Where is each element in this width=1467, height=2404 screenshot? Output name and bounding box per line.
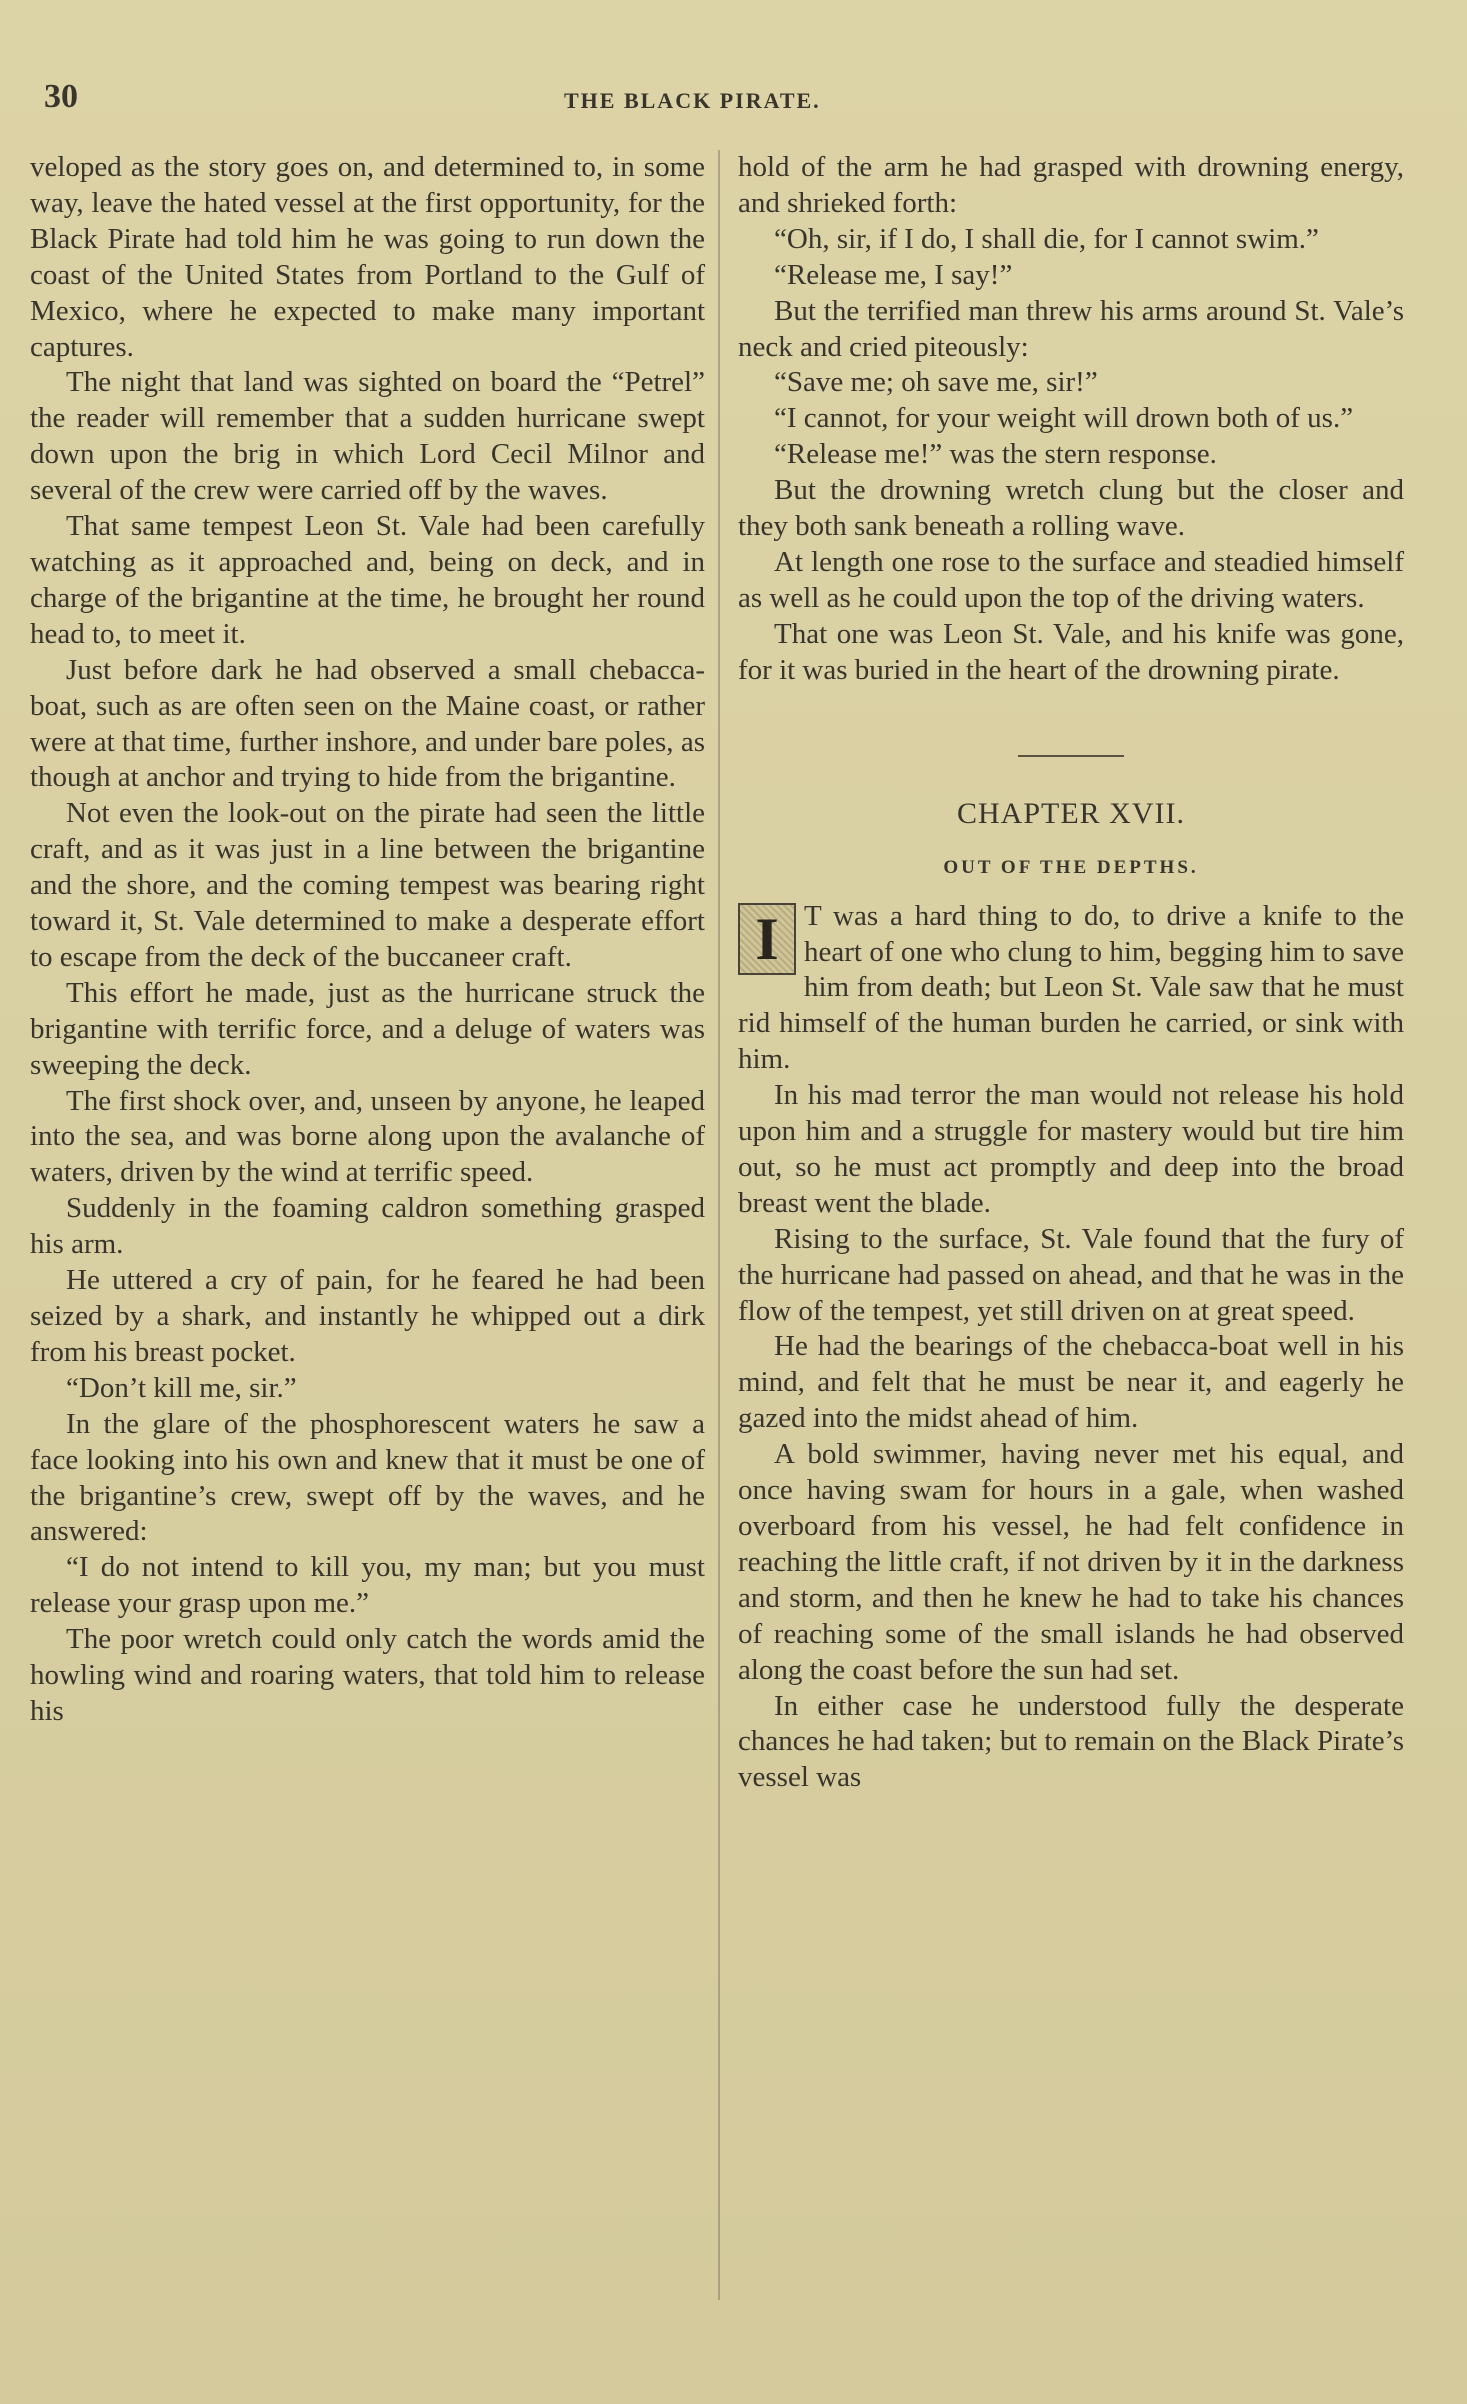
page-number: 30 <box>44 78 78 115</box>
page-header <box>44 78 1384 118</box>
paragraph: Suddenly in the foaming caldron something grasped his arm. <box>30 1192 705 1261</box>
paragraph: He had the bearings of the chebacca-boat well in his mind, and felt that he must be near it, and eagerly he gazed into the midst ahead of him. <box>738 1330 1404 1435</box>
running-title: THE BLACK PIRATE. <box>564 88 821 113</box>
paragraph: hold of the arm he had grasped with drowning energy, and shrieked forth: <box>738 151 1404 219</box>
paragraph: But the terrified man threw his arms around St. Vale’s neck and cried piteously: <box>738 294 1404 363</box>
chapter-opening-text: T was a hard thing to do, to drive a knife to the heart of one who clung to him, begging him to save him from death; but Leon St. Vale saw that he must rid himself of the human burden he carried, or sink with him. <box>738 899 1404 1076</box>
right-column <box>738 150 1404 1796</box>
paragraph: The poor wretch could only catch the words amid the howling wind and roaring waters, that told him to release his <box>30 1623 705 1727</box>
paragraph: This effort he made, just as the hurricane struck the brigantine with terrific force, and a deluge of waters was sweeping the deck. <box>30 976 705 1081</box>
paragraph: In the glare of the phosphorescent waters he saw a face looking into his own and knew that it must be one of the brigantine’s crew, swept off by the waves, and he answered: <box>30 1407 705 1548</box>
paragraph: The night that land was sighted on board the “Petrel” the reader will remember that a sudden hurricane swept down upon the brig in which Lord Cecil Milnor and several of the crew were carried off by the waves. <box>30 366 705 507</box>
chapter-subtitle: OUT OF THE DEPTHS. <box>943 856 1199 878</box>
paragraph: That one was Leon St. Vale, and his knife was gone, for it was buried in the heart of the drowning pirate. <box>738 617 1404 686</box>
paragraph: That same tempest Leon St. Vale had been carefully watching as it approached and, being on deck, and in charge of the brigantine at the time, he brought her round head to, to meet it. <box>30 510 705 650</box>
paragraph: In his mad terror the man would not release his hold upon him and a struggle for mastery would but tire him out, so he must act promptly and deep into the broad breast went the blade. <box>738 1079 1404 1219</box>
drop-cap: I <box>738 903 796 975</box>
paragraph: “Don’t kill me, sir.” <box>66 1371 297 1404</box>
paragraph: He uttered a cry of pain, for he feared he had been seized by a shark, and instantly he whipped out a dirk from his breast pocket. <box>30 1264 705 1368</box>
paragraph: Rising to the surface, St. Vale found that the fury of the hurricane had passed on ahead, and that he was in the flow of the tempest, yet still driven on at great speed. <box>738 1222 1404 1327</box>
left-column <box>30 150 705 1730</box>
paragraph: “I cannot, for your weight will drown both of us.” <box>774 402 1354 435</box>
chapter-opening-paragraph <box>738 899 1404 1079</box>
paragraph: Not even the look-out on the pirate had seen the little craft, and as it was just in a line between the brigantine and the shore, and the coming tempest was bearing right toward it, St. Vale determined to make a desperate effort to escape from the deck of the buccaneer craft. <box>30 797 705 973</box>
chapter-title: CHAPTER XVII. <box>957 796 1185 830</box>
column-divider <box>718 150 720 2300</box>
paragraph: In either case he understood fully the desperate chances he had taken; but to remain on the Black Pirate’s vessel was <box>738 1689 1404 1794</box>
paragraph: The first shock over, and, unseen by anyone, he leaped into the sea, and was borne along upon the avalanche of waters, driven by the wind at terrific speed. <box>30 1084 705 1189</box>
paragraph: “Oh, sir, if I do, I shall die, for I cannot swim.” <box>774 222 1319 255</box>
paragraph: “I do not intend to kill you, my man; but you must release your grasp upon me.” <box>30 1551 705 1620</box>
paragraph: At length one rose to the surface and steadied himself as well as he could upon the top of the driving waters. <box>738 545 1404 614</box>
paragraph: A bold swimmer, having never met his equal, and once having swam for hours in a gale, when washed overboard from his vessel, he had felt confidence in reaching the little craft, if not driven by it in the darkness and storm, and then he knew he had to take his chances of reaching some of the small islands he had observed along the coast before the sun had set. <box>738 1438 1404 1686</box>
paragraph: Just before dark he had observed a small chebacca-boat, such as are often seen on the Maine coast, or rather were at that time, further inshore, and under bare poles, as though at anchor and trying to hide from the brigantine. <box>30 653 705 794</box>
paragraph: But the drowning wretch clung but the closer and they both sank beneath a rolling wave. <box>738 474 1404 543</box>
paragraph: “Release me!” was the stern response. <box>774 438 1217 471</box>
section-divider <box>1018 755 1124 757</box>
paragraph: “Save me; oh save me, sir!” <box>774 366 1098 399</box>
paragraph: veloped as the story goes on, and determined to, in some way, leave the hated vessel at the first opportunity, for the Black Pirate had told him he was going to run down the coast of the United States from Portland to the Gulf of Mexico, where he expected to make many important captures. <box>30 151 705 363</box>
paragraph: “Release me, I say!” <box>774 258 1013 291</box>
